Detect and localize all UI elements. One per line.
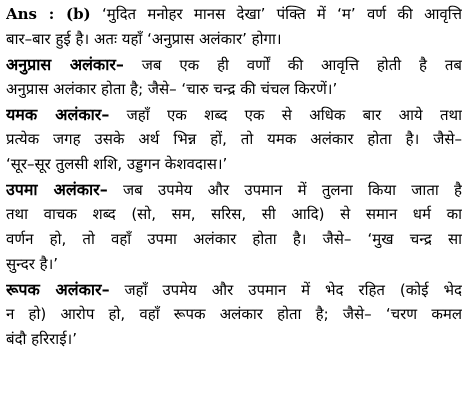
answer-text-2: बार–बार हुई है। अतः यहाँ ‘अनुप्रास अलंकार’ होगा। (6, 30, 282, 48)
answer-line-2 (6, 27, 462, 52)
section-upama-text-4: सुन्दर है।’ (6, 255, 59, 273)
section-upama-text-2: तथा वाचक शब्द (सो, सम, सरिस, सी आदि) से समान धर्म का (6, 205, 462, 223)
term-yamak: यमक अलंकार– (6, 105, 110, 124)
section-anupras-line-1 (6, 52, 462, 77)
section-rupak-text-2: न हो) आरोप हो, वहाँ रूपक अलंकार होता है; जैसे– ‘चरण कमल (6, 305, 462, 323)
section-rupak-line-3 (6, 327, 462, 352)
section-upama-line-3 (6, 227, 462, 252)
section-upama-line-2 (6, 202, 462, 227)
section-upama-line-1 (6, 177, 462, 202)
section-anupras-line-2 (6, 77, 462, 102)
section-upama-text-1: जब उपमेय और उपमान में तुलना किया जाता है (122, 181, 462, 199)
section-yamak-text-3: ‘सूर–सूर तुलसी शशि, उड्डगन केशवदास।’ (6, 155, 228, 173)
section-rupak-text-1: जहाँ उपमेय और उपमान में भेद रहित (कोई भेद (124, 281, 462, 299)
section-rupak-text-3: बंदौ हरिराई।’ (6, 330, 78, 348)
section-upama-line-4 (6, 252, 462, 277)
term-anupras: अनुप्रास अलंकार– (6, 55, 124, 74)
section-yamak-text-1: जहाँ एक शब्द एक से अधिक बार आये तथा (126, 106, 462, 124)
answer-line-1 (6, 2, 462, 27)
section-rupak-line-1 (6, 277, 462, 302)
section-upama-text-3: वर्णन हो, तो वहाँ उपमा अलंकार होता है। जैसे– ‘मुख चन्द्र सा (6, 230, 462, 248)
answer-text-1: ‘मुदित मनोहर मानस देखा’ पंक्ति में ‘म’ वर्ण की आवृत्ति (101, 5, 462, 23)
section-anupras-text-1: जब एक ही वर्णों की आवृत्ति होती है तब (141, 56, 462, 74)
section-rupak-line-2 (6, 302, 462, 327)
answer-label: Ans : (b) (6, 5, 91, 23)
section-yamak-line-1 (6, 102, 462, 127)
section-yamak-line-3 (6, 152, 462, 177)
section-anupras-text-2: अनुप्रास अलंकार होता है; जैसे– ‘चारु चन्द्र की चंचल किरणें।’ (6, 80, 338, 98)
term-rupak: रूपक अलंकार– (6, 280, 110, 299)
section-yamak-text-2: प्रत्येक जगह उसके अर्थ भिन्न हों, तो यमक अलंकार होता है। जैसे– (6, 130, 462, 148)
term-upama: उपमा अलंकार– (6, 180, 108, 199)
section-yamak-line-2 (6, 127, 462, 152)
